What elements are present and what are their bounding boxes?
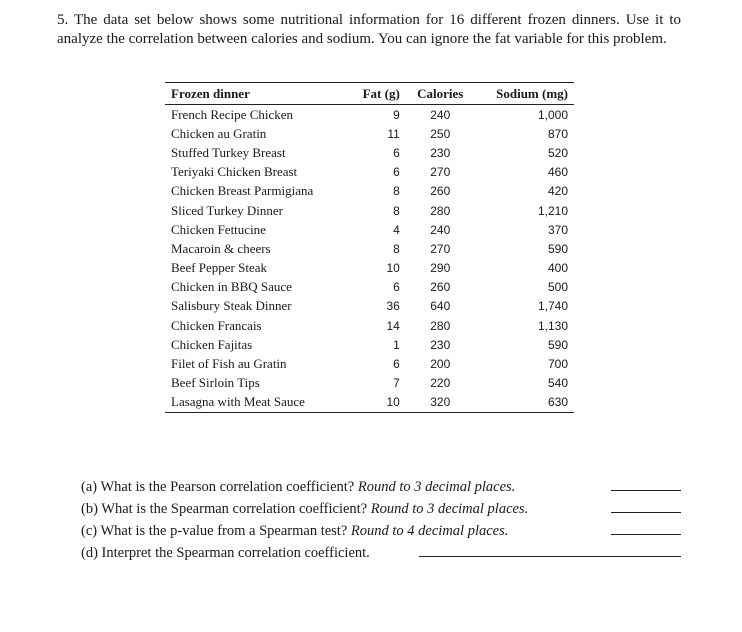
table-row <box>165 335 574 354</box>
table-row <box>165 143 574 162</box>
dinner-name-cell: Chicken Breast Parmigiana <box>171 183 314 199</box>
question-b <box>81 500 528 518</box>
question-a-text: (a) What is the Pearson correlation coefficient? <box>81 479 355 495</box>
sodium-cell: 1,000 <box>537 107 568 122</box>
calories-cell: 640 <box>430 299 451 314</box>
sodium-cell: 1,210 <box>537 203 568 218</box>
sodium-cell: 1,130 <box>537 318 568 333</box>
fat-cell: 6 <box>393 145 400 160</box>
calories-cell: 280 <box>430 203 451 218</box>
header-calories: Calories <box>417 85 464 101</box>
table-row <box>165 354 574 373</box>
table-header-row <box>165 83 574 105</box>
fat-cell: 36 <box>386 299 400 314</box>
sodium-cell: 460 <box>547 165 568 180</box>
calories-cell: 320 <box>430 395 451 410</box>
sodium-cell: 500 <box>547 280 568 295</box>
table-row <box>165 220 574 239</box>
table-row <box>165 201 574 220</box>
dinner-name-cell: Stuffed Turkey Breast <box>171 144 286 160</box>
sodium-cell: 630 <box>547 395 568 410</box>
fat-cell: 8 <box>393 184 400 199</box>
sodium-cell: 590 <box>547 241 568 256</box>
fat-cell: 14 <box>386 318 400 333</box>
calories-cell: 240 <box>430 222 451 237</box>
calories-cell: 260 <box>430 184 451 199</box>
table-row <box>165 105 574 125</box>
fat-cell: 11 <box>387 126 400 141</box>
sodium-cell: 700 <box>547 357 568 372</box>
question-c <box>81 522 508 540</box>
calories-cell: 230 <box>430 145 451 160</box>
fat-cell: 9 <box>393 107 400 122</box>
question-d-text: (d) Interpret the Spearman correlation coefficient. <box>81 545 370 561</box>
question-d <box>81 544 370 562</box>
question-a-instruction: Round to 3 decimal places. <box>357 479 516 495</box>
dinner-name-cell: Macaroin & cheers <box>171 240 271 256</box>
sodium-cell: 1,740 <box>537 299 568 314</box>
table-row <box>165 393 574 413</box>
fat-cell: 7 <box>393 376 400 391</box>
sodium-cell: 590 <box>547 337 568 352</box>
header-sodium: Sodium (mg) <box>496 85 568 101</box>
fat-cell: 8 <box>393 203 400 218</box>
sodium-cell: 370 <box>547 222 568 237</box>
answer-blank-c[interactable] <box>611 534 681 535</box>
answer-blank-d[interactable] <box>419 556 681 557</box>
dinner-name-cell: Beef Sirloin Tips <box>171 375 260 391</box>
calories-cell: 200 <box>430 357 451 372</box>
answer-blank-b[interactable] <box>611 512 681 513</box>
calories-cell: 250 <box>430 126 451 141</box>
table-row <box>165 124 574 143</box>
fat-cell: 6 <box>393 165 400 180</box>
dinner-name-cell: Teriyaki Chicken Breast <box>171 164 298 180</box>
dinner-name-cell: Lasagna with Meat Sauce <box>171 394 305 410</box>
calories-cell: 290 <box>430 261 451 276</box>
dinner-name-cell: Chicken Fettucine <box>171 221 266 237</box>
table-row <box>165 163 574 182</box>
dinner-name-cell: Chicken in BBQ Sauce <box>171 279 292 295</box>
table-row <box>165 278 574 297</box>
fat-cell: 6 <box>393 357 400 372</box>
table-row <box>165 374 574 393</box>
fat-cell: 6 <box>393 280 400 295</box>
problem-statement: 5. The data set below shows some nutritional information for 16 different frozen dinners. Use it to analyze the correlation between calories and sodium. You can ignore the fat variable for this problem. <box>57 12 681 47</box>
question-b-instruction: Round to 3 decimal places. <box>370 501 529 517</box>
fat-cell: 1 <box>393 337 400 352</box>
question-b-text: (b) What is the Spearman correlation coefficient? <box>81 501 368 517</box>
question-a <box>81 478 515 496</box>
fat-cell: 10 <box>386 261 400 276</box>
table-body <box>165 105 574 413</box>
sodium-cell: 400 <box>547 261 568 276</box>
calories-cell: 280 <box>430 318 451 333</box>
calories-cell: 260 <box>430 280 451 295</box>
sodium-cell: 520 <box>547 145 568 160</box>
calories-cell: 220 <box>430 376 451 391</box>
sodium-cell: 870 <box>547 126 568 141</box>
table-row <box>165 259 574 278</box>
calories-cell: 240 <box>430 107 451 122</box>
dinner-name-cell: Chicken Fajitas <box>171 336 253 352</box>
fat-cell: 10 <box>386 395 400 410</box>
dinner-name-cell: Salisbury Steak Dinner <box>171 298 292 314</box>
header-frozen-dinner: Frozen dinner <box>171 85 250 101</box>
dinner-name-cell: Filet of Fish au Gratin <box>171 356 287 372</box>
table-row <box>165 239 574 258</box>
dinner-name-cell: Chicken au Gratin <box>171 125 267 141</box>
table-row <box>165 182 574 201</box>
header-fat: Fat (g) <box>362 85 400 101</box>
frozen-dinner-table <box>165 82 574 413</box>
fat-cell: 8 <box>393 241 400 256</box>
dinner-name-cell: French Recipe Chicken <box>171 106 294 122</box>
dinner-name-cell: Beef Pepper Steak <box>171 260 268 276</box>
sodium-cell: 540 <box>547 376 568 391</box>
dinner-name-cell: Sliced Turkey Dinner <box>171 202 283 218</box>
calories-cell: 270 <box>430 241 451 256</box>
table-row <box>165 316 574 335</box>
fat-cell: 4 <box>393 222 400 237</box>
answer-blank-a[interactable] <box>611 490 681 491</box>
sodium-cell: 420 <box>547 184 568 199</box>
calories-cell: 230 <box>430 337 451 352</box>
dinner-name-cell: Chicken Francais <box>171 317 262 333</box>
question-c-instruction: Round to 4 decimal places. <box>350 523 509 539</box>
calories-cell: 270 <box>430 165 451 180</box>
table-row <box>165 297 574 316</box>
question-c-text: (c) What is the p-value from a Spearman test? <box>81 523 348 539</box>
